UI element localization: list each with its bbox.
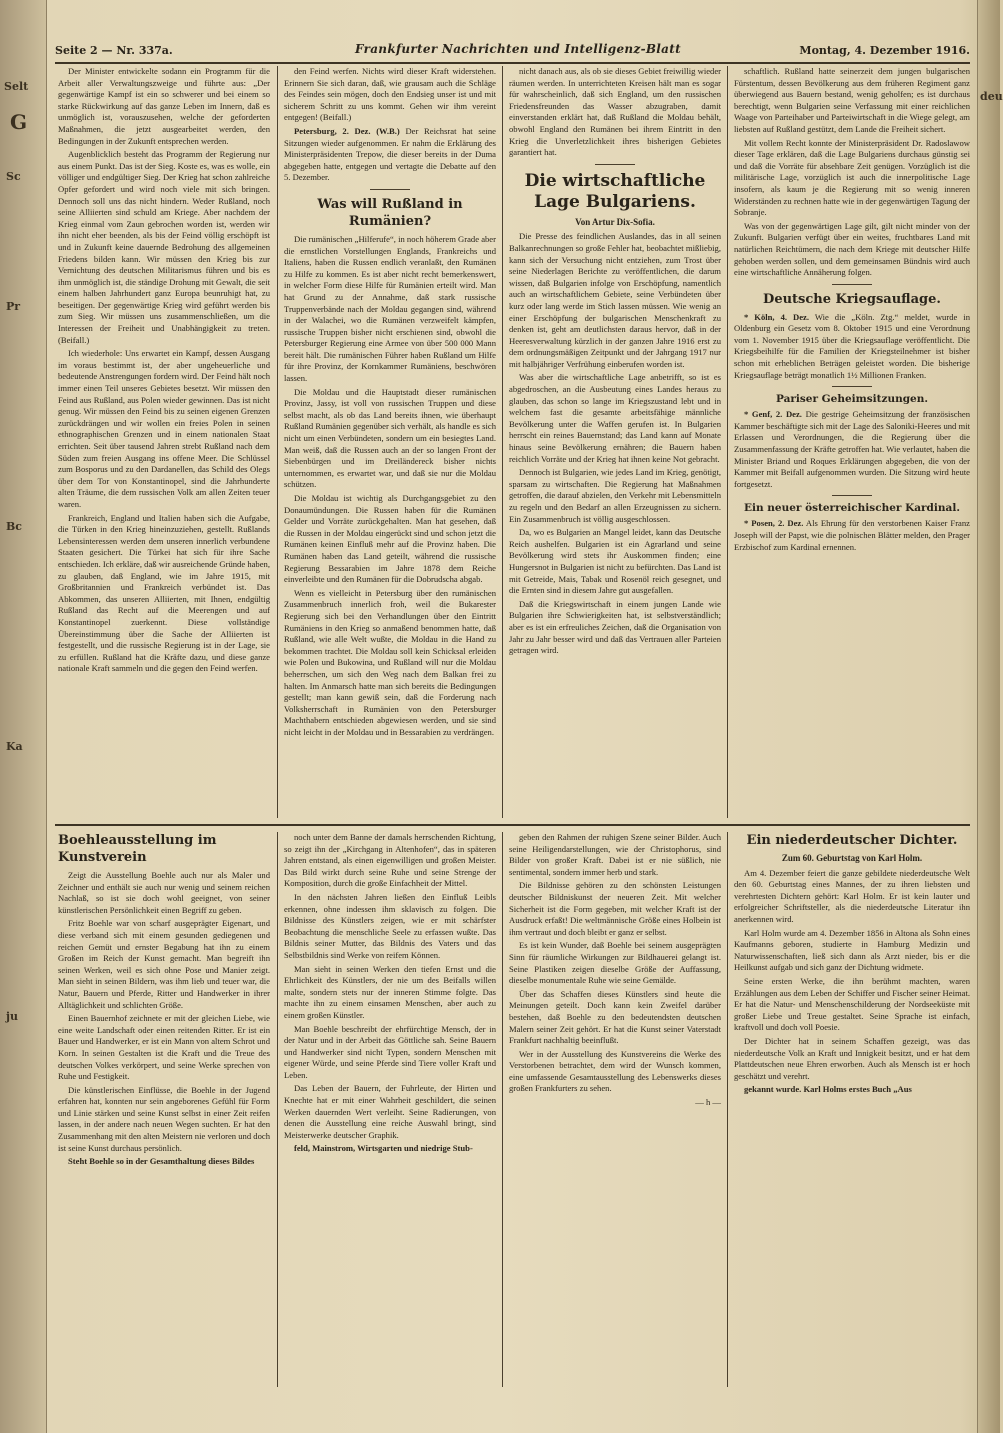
dateline: * Köln, 4. Dez. — [744, 311, 809, 322]
left-fragment: Bc — [6, 520, 22, 533]
paragraph: Karl Holm wurde am 4. Dezember 1856 in Altona als Sohn eines Kaufmanns geboren, studierte in Hamburg Medizin und Naturwissenschaften, ließ sich dann als Arzt nieder, bis er die Heilkunst aufgab und sich ganz der Dichtung widmete. — [734, 927, 970, 973]
column-boehle-1 — [58, 832, 270, 1387]
paragraph: Das Leben der Bauern, der Fuhrleute, der Hirten und Knechte hat er mit einer Wahrheit geschildert, die seinen Werken dauernden Wert verleiht. Seine Radierungen, von denen die Ausstellung eine reiche Auswahl bringt, sind Meisterwerke deutscher Graphik. — [284, 1083, 496, 1140]
left-fragment: Sc — [6, 170, 21, 183]
dateline: * Genf, 2. Dez. — [744, 409, 802, 420]
article-heading: Was will Rußland in Rumänien? — [317, 196, 463, 229]
paragraph: Die künstlerischen Einflüsse, die Boehle in der Jugend erfahren hat, konnten nur sein angeborenes Gefühl für Form und Linie stärken und seine Kunst selbst in einer Zeit reifen lassen, in der andere nach neuen Wegen suchten. Er hat den Zusammenhang mit den alten Meistern nie verloren und doch ist seine Kunst durchaus persönlich. — [58, 1084, 270, 1153]
column-news — [734, 66, 970, 818]
paragraph: Fritz Boehle war von scharf ausgeprägter Eigenart, und diese verband sich mit einem gesunden gediegenen und reichen Gemüt und ernster Begabung hat ihn zu einem Großen im Reich der Kunst gemacht. Man begreift ihn seinen Werken, weil es sich ohne Pose und Manier zeigt. Man sieht in seinen Bildern, was ihm lieb und teuer war, die Natur, Bauern und Pferde, Ritter und Handwerker in ihrer Alltäglichkeit und schlichten Größe. — [58, 918, 270, 1010]
paragraph: Ich wiederhole: Uns erwartet ein Kampf, dessen Ausgang im voraus bestimmt ist, der aber ungeheuerliche und bedeutende Anstrengungen fordern wird. Der Feind hält noch immer einen Teil unseres Gebietes besetzt. Wir müssen den Feind aus Rußland, aus Polen wieder gewinnen. Das ist nicht genug. Wir müssen den Feind bis zu seinen eigenen Grenzen zurückdrängen und wir wollen ein freies Polen in seinen ethnographischen Grenzen und in einem nationalen Staat errichten. Seit über tausend Jahren strebt Rußland nach dem Süden zum freien Ausgang ins offene Meer. Die Schlüssel zum Bosporus und zu den Dardanellen, das Schild des Olegs über dem Tor von Konstantinopel, sind die Jahrhunderte alten Träume, die dem russischen Volk am allen Zeiten teuer waren. — [58, 348, 270, 509]
column-boehle-2 — [284, 832, 496, 1387]
issue-date: Montag, 4. Dezember 1916. — [799, 44, 970, 57]
paragraph: Der Minister entwickelte sodann ein Programm für die Arbeit aller Verwaltungszweige und führte aus: „Der gegenwärtige Kampf ist ein so schwerer und bei einem so starke Rückwirkung auf das ganze Leben im Innern, daß es unmöglich ist, vorauszusehen, welche der geforderten Maßnahmen, die jetzt ausgearbeitet werden, den Bedingungen in der Zukunft entsprechen werden. — [58, 66, 270, 146]
paragraph: Was aber die wirtschaftliche Lage anbetrifft, so ist es abgedroschen, an die Ausbeutung eines Landes heraus zu glauben, das schon so lange im Kriegszustand lebt und in welchem fast die gesamte arbeitsfähige männliche Bevölkerung unter die Waffen gerufen ist. In Bulgarien herrscht ein reines Bauernstand; das Land kann auf Monate hinaus seine Bevölkerung ernähren; die Bauern haben reichlich Vorräte und der Krieg hat ihnen keine Not gebracht. — [509, 372, 721, 464]
left-fragment: Ka — [6, 740, 23, 753]
byline: Von Artur Dix-Sofia. — [575, 216, 655, 227]
paragraph: Steht Boehle so in der Gesamthaltung dieses Bildes — [68, 1156, 255, 1167]
column-boehle-3 — [509, 832, 721, 1387]
byline: Zum 60. Geburtstag von Karl Holm. — [781, 853, 923, 863]
page-number: Seite 2 — Nr. 337a. — [55, 44, 173, 57]
column-rule — [502, 832, 503, 1387]
adjacent-page-right-edge — [977, 0, 1003, 1433]
paragraph — [284, 126, 496, 184]
paragraph-text: Als Ehrung für den verstorbenen Kaiser Franz Joseph will der Papst, wie die polnischen Blätter melden, den Prager Erzbischof zum Kardinal ernennen. — [734, 518, 970, 552]
article-heading: Ein niederdeutscher Dichter. — [746, 833, 958, 848]
paragraph: Daß die Kriegswirtschaft in einem jungen Lande wie Bulgarien ihre Schwierigkeiten hat, ist selbstverständlich; aber es ist ein erfreuliches Zeichen, daß die Organisation von Jahr zu Jahr besser wird und daß das Vertrauen aller Parteien getragen wird. — [509, 598, 721, 656]
dateline: Petersburg, 2. Dez. (W.B.) — [294, 125, 400, 136]
left-fragment: Pr — [6, 300, 21, 313]
paragraph: Zeigt die Ausstellung Boehle auch nur als Maler und Zeichner und enthält sie auch nur wenig und seinem reichen Nachlaß, so ist sie doch wohl geeignet, von seiner künstlerischen Persönlichkeit einen Begriff zu geben. — [58, 870, 270, 915]
paragraph — [734, 312, 970, 382]
paragraph: Wenn es vielleicht in Petersburg über den rumänischen Zusammenbruch innerlich froh, weil die Bukarester Regierung sich bei den Verhandlungen über den Eintritt Rumäniens in den Krieg so anmaßend benommen hatte, daß Rußland, wie alle Welt wußte, die Moldau in die Hand zu bekommen trachtet. Die Moldau soll kein Schicksal erleiden wie Polen und Bukowina, und Rußland will nur die Moldau beherrschen, um sich den Weg nach dem Balkan frei zu halten. Im Anmarsch hatte man sich bereits die Bedingungen gestellt; man kann gewiß sein, daß die Forderung nach Volksherrschaft in Rumänien von den Petersburger Machthabern entschieden abgewiesen werden, und sie sind nicht leicht in der Moldau und in Bessarabien zu verdrängen. — [284, 587, 496, 737]
column-minister-speech — [58, 66, 270, 818]
paragraph: feld, Mainstrom, Wirtsgarten und niedrige Stub- — [294, 1143, 473, 1154]
paragraph-text: Die gestrige Geheimsitzung der französischen Kammer beschäftigte sich mit der Lage des Saloniki-Heeres und mit Erlassen und Verordnungen, die die Regierung über die Zusammenfassung der Kräfte getroffen hat. Wie verlautet, haben die Minister Briand und Roques Erklärungen abgegeben, die von der Kammer mit Beifall aufgenommen wurden. Die Sitzung wird heute fortgesetzt. — [734, 409, 970, 489]
paragraph: Was von der gegenwärtigen Lage gilt, gilt nicht minder von der Zukunft. Bulgarien verfügt über ein weites, fruchtbares Land mit natürlichen Reichtümern, die nach dem Kriege mit deutscher Hilfe gehoben werden sollen, und dem gemeinsamen Bündnis wird auch eine wirtschaftliche Annäherung folgen. — [734, 220, 970, 278]
column-rule — [277, 832, 278, 1387]
author-signature: — h — — [695, 1097, 721, 1108]
paragraph: Man Boehle beschreibt der ehrfürchtige Mensch, der in der Natur und in der Arbeit das Göttliche sah. Seine Bauern und Handwerker sind nicht Typen, sondern Menschen mit eigener Würde, und seine Pferde sind Tiere voller Kraft und Leben. — [284, 1023, 496, 1080]
paragraph: nicht danach aus, als ob sie dieses Gebiet freiwillig wieder räumen werden. In unterrichteten Kreisen hält man es sogar für wahrscheinlich, daß sich England, um den russischen Friedensfreunden das Wasser abzugraben, damit einverstanden erklärt hat, daß Rußland die Moldau behält, obwohl England den Rumänen bei ihrem Eintritt in den Krieg die Unverletzlichkeit ihres bisherigen Gebietes garantiert hat. — [509, 66, 721, 158]
column-holm — [734, 832, 970, 1387]
paragraph: geben den Rahmen der ruhigen Szene seiner Bilder. Auch seine Heiligendarstellungen, wie der Christophorus, sind Bilder von großer Kraft. Dabei ist er nie süßlich, nie sentimental, sondern immer herb und stark. — [509, 832, 721, 877]
column-rule — [727, 66, 728, 818]
paragraph: Man sieht in seinen Werken den tiefen Ernst und die Ehrlichkeit des Künstlers, der nie um des Beifalls willen malte, sondern stets nur der inneren Stimme folgte. Das machte ihn zu einem einsamen Menschen, aber auch zu einem großen Künstler. — [284, 963, 496, 1020]
paragraph: gekannt wurde. Karl Holms erstes Buch „Aus — [744, 1084, 912, 1095]
right-fragment: deu — [980, 90, 1003, 103]
paragraph: Mit vollem Recht konnte der Ministerpräsident Dr. Radoslawow dieser Tage erklären, daß die Lage Bulgariens durchaus günstig sei und daß die Vorräte für absehbare Zeit genügen. Vorzüglich ist die militärische Lage, vorzüglich ist auch die innerpolitische Lage insofern, als kaum je die Regierung mit so wenig inneren Widerständen zu rechnen hatte wie in der gegenwärtigen Tagung der Sobranje. — [734, 137, 970, 218]
column-rule — [502, 66, 503, 818]
paragraph-text: Der Reichsrat hat seine Sitzungen wieder aufgenommen. Er nahm die Erklärung des Ministerpräsidenten Trepow, die dieser bereits in der Duma abgegeben hatte, entgegen und vertagte die Debatte auf den 5. Dezember. — [284, 125, 496, 183]
paragraph: Am 4. Dezember feiert die ganze gebildete niederdeutsche Welt den 60. Geburtstag eines Mannes, der zu ihren liebsten und verehrtesten Dichtern gehört: Karl Holm. Er ist kein lauter und erfolgreicher Schriftsteller, als die niederdeutsche Literatur ihn anerkennen wird. — [734, 867, 970, 924]
article-heading: Boehleausstellung im Kunstverein — [58, 833, 217, 865]
left-fragment: Selt — [4, 80, 29, 93]
paragraph: Der Dichter hat in seinem Schaffen gezeigt, was das niederdeutsche Volk an Kraft und Innigkeit besitzt, und er hat dem Plattdeutschen neue Ehren erworben. Auch als Mensch ist er hoch geschätzt und verehrt. — [734, 1035, 970, 1081]
separator — [832, 386, 872, 387]
adjacent-page-left-edge — [0, 0, 47, 1433]
paragraph: Über das Schaffen dieses Künstlers sind heute die Meinungen geteilt. Doch kann kein Zweifel darüber bestehen, daß Boehle zu den bedeutendsten deutschen Malern seiner Zeit gehört. Er hat die Kunst seiner Vaterstadt Frankfurt nachhaltig beeinflußt. — [509, 988, 721, 1046]
paragraph: Die Moldau und die Hauptstadt dieser rumänischen Provinz, Jassy, ist voll von russischen Truppen und diese selbst macht, als ob das Land bereits ihnen, wie überhaupt Rußland Rumänien gegenüber sich verhält, als handle es sich nicht um einen Verbündeten, sondern um ein besiegtes Land. Man weiß, daß die Russen auch an der so langen Front der Siebenbürgen und im Dreiländereck bisher nichts unternommen, es erwartet war, und daß sie nur die Moldau schützen. — [284, 386, 496, 490]
paragraph: Einen Bauernhof zeichnete er mit der gleichen Liebe, wie eine weite Landschaft oder einen reitenden Ritter. Er ist ein Bauer und Handwerker, er ist ein Mann von altem Schrot und Korn. In seinen Gestalten ist die Kraft und die Treue des deutschen Volkes verkörpert, und seine Werke sprechen von Ruhe und Festigkeit. — [58, 1013, 270, 1082]
paragraph: Es ist kein Wunder, daß Boehle bei seinem ausgeprägten Sinn für räumliche Wirkungen zur Bildhauerei gelangt ist. Seine Plastiken zeigen dieselbe Größe der Auffassung, dieselbe monumentale Ruhe wie seine Gemälde. — [509, 940, 721, 986]
column-rumaenien — [284, 66, 496, 818]
column-rule — [277, 66, 278, 818]
paragraph: Die rumänischen „Hilferufe“, in noch höherem Grade aber die ernstlichen Vorstellungen Englands, Frankreichs und Italiens, haben die Russen endlich veranlaßt, den Rumänen zu Hilfe zu kommen. Es ist aber nicht recht bemerkenswert, in welcher Form diese Hilfe für Rumänien erteilt wird. Man hat Grund zu der Annahme, daß stark russische Truppenverbände nach der Moldau gegangen sind, während in der Walachei, wo die Rumänen verzweifelt kämpfen, russische Truppen bisher nicht erschienen sind, obwohl die Petersburger Regierung eine Armee von über 500 000 Mann bereit hält. Die rumänischen Führer haben Rußland um Hilfe für ihre Provinz, der Kornkammer Rumäniens, beschwören lassen. — [284, 233, 496, 384]
paragraph: Die Moldau ist wichtig als Durchgangsgebiet zu den Donaumündungen. Die Russen haben für die Rumänen Gelder und Vorräte zurückgehalten. Man hat gesehen, daß die Russen in der Moldau eingerückt sind und schon jetzt die Rumänen keinen Einfluß mehr auf die Provinz haben. Die Rumänen haben das Land geteilt, während die russische Regierung Bessarabien im Jahre 1878 dem Reiche einverleibte und den Rumänen für die Dobrudscha abgab. — [284, 493, 496, 585]
separator — [832, 284, 872, 285]
paragraph — [734, 518, 970, 553]
separator — [832, 495, 872, 496]
paragraph: noch unter dem Banne der damals herrschenden Richtung, so zeigt ihn der „Kirchgang in Altenhofen“, das in späteren Jahren entstand, als einen eigenwilligen und großen Meister. Das Bild wirkt durch seine Ruhe und seine Strenge der Komposition, durch die große Einfachheit der Mittel. — [284, 832, 496, 889]
column-rule — [727, 832, 728, 1387]
paragraph: Wer in der Ausstellung des Kunstvereins die Werke des Verstorbenen betrachtet, dem wird der Wunsch kommen, eine umfassende Gesamtausstellung des Lebenswerks dieses großen Frankfurters zu sehen. — [509, 1048, 721, 1094]
paragraph: Die Presse des feindlichen Auslandes, das in all seinen Balkanrechnungen so große Fehler hat, beobachtet mißliebig, kann sich der Versuchung nicht entziehen, zum Trost über seine Niederlagen Berichte zu veröffentlichen, die darum wissen, daß Bulgarien infolge von Erschöpfung, namentlich auch an wirtschaftlichem Gebiete, seine Verbündeten über kurz oder lang werde im Stich lassen müssen. Wie wenig an einer Erschöpfung der bulgarischen Menschenkraft zu denken ist, geht am deutlichsten daraus hervor, daß in der Heeresverwaltung kürzlich in der ganzen Jahre 1916 erst zu dem ordnungsmäßigen Zeitpunkt und der Jahrgang 1917 nur mit halbjähriger Verfrühung einberufen worden ist. — [509, 231, 721, 369]
paragraph: Frankreich, England und Italien haben sich die Aufgabe, die Türken in den Krieg hineinzuziehen, gestellt. Rußlands Lebensinteressen werden dem unseren innerlich verbundene Staaten gesichert. Die Türkei hat sich für ihre Sache entschieden. Ich erkläre, daß wir ausreichende Gründe haben, zu glauben, daß England, wie im Jahre 1915, mit Großbritannien und Frankreich verbündet ist. Das Abkommen, das unseren Alliierten, mit Ihnen, endgültig Rußland das Recht auf die Meerengen und auf Konstantinopel zuerkennt. Diese vollständige Übereinstimmung über die Sache der Alliierten ist festgestellt, und die russische Regierung ist in der Lage, sie zu erfüllen. Rußland hat die Kräfte dazu, und diese ganze nationale Kraft sammeln und die gegen den Feind werfen. — [58, 512, 270, 674]
column-bulgarien — [509, 66, 721, 818]
dateline: * Posen, 2. Dez. — [744, 518, 804, 529]
paragraph: den Feind werfen. Nichts wird dieser Kraft widerstehen. Erinnern Sie sich daran, daß, wie grausam auch die Schläge des Feindes sein mögen, doch den Endsieg unser ist und mit sicherem Schritt zu uns kommt. Gehen wir ihm vereint entgegen! (Beifall.) — [284, 66, 496, 123]
article-heading: Ein neuer österreichischer Kardinal. — [744, 502, 960, 515]
separator — [595, 164, 635, 165]
separator — [370, 189, 410, 190]
left-fragment: ju — [6, 1010, 18, 1023]
paragraph: schaftlich. Rußland hatte seinerzeit dem jungen bulgarischen Fürstentum, dessen Bevölkerung aus dem früheren Regiment ganz überwiegend aus Bauern bestand, wenig geholfen; es ist durchaus berechtigt, wenn Bulgarien seine Verfassung mit einer reichlichen Waage von Parteihaber und Parteiwirtschaft in die Wiege gelegt, am liebsten auf Rußland gestützt, dem Lande die Freiheit sichert. — [734, 66, 970, 134]
left-fragment: G — [10, 110, 28, 134]
article-heading: Deutsche Kriegsauflage. — [763, 291, 941, 307]
paragraph: Seine ersten Werke, die ihn berühmt machten, waren Erzählungen aus dem Leben der Schiffer und Fischer seiner Heimat. Er hat die Natur- und Menschenschilderung der Nordseeküste mit großer Liebe und Treue gestaltet. Seine Sprache ist einfach, kraftvoll und doch voll Poesie. — [734, 975, 970, 1033]
article-heading: Die wirtschaftliche Lage Bulgariens. — [524, 170, 706, 212]
paragraph: Da, wo es Bulgarien an Mangel leidet, kann das Deutsche Reich aushelfen. Bulgarien ist ein Agrarland und seine Bevölkerung wird stets ihr Auskommen finden; eine Hungersnot in Bulgarien ist nicht zu befürchten. Das Land ist mit Getreide, Mais, Tabak und Rosenöl reich gesegnet, und die Ernten sind in diesem Jahre gut ausgefallen. — [509, 527, 721, 596]
paragraph: In den nächsten Jahren ließen den Einfluß Leibls erkennen, ohne indessen ihm sklavisch zu folgen. Die Bildnisse des Künstlers zeigen, wie er mit schärfster Beobachtung die menschliche Seele zu erfassen wußte. Das Bildnis seiner Mutter, das Bildnis des Vaters und das Selbstbildnis sind Werke von reifem Können. — [284, 891, 496, 960]
paragraph: Augenblicklich besteht das Programm der Regierung nur aus einem Punkt. Das ist der Sieg. Koste es, was es wolle, ein völliger und endgültiger Sieg. Der Krieg hat schon zahlreiche Opfer gefordert und wird noch viele mit sich bringen. Dennoch soll uns das nicht hindern. Weder Rußland, noch seine Alliierten sind schuld am Kriege. Aber nachdem der Krieg einmal vom Zaun gebrochen worden ist, werden wir ihn nicht eher beenden, als bis der Feind völlig erschöpft ist und in Zukunft keine dauernde Bedrohung des allgemeinen Friedens bilden kann. Wir müssen den Krieg bis zur Vernichtung des deutschen Militarismus führen und bis es ihm unmöglich ist, die ständige Drohung mit Gewalt, die seit einem halben Jahrhundert ganz Europa beunruhigt hat, zu beseitigen. Der gegenwärtige Krieg wird geführt werden bis zum Sieg. Wir müssen uns zusammenschließen, um die Interessen der Freiheit und Unabhängigkeit zu treten. (Beifall.) — [58, 149, 270, 345]
paragraph: Dennoch ist Bulgarien, wie jedes Land im Krieg, genötigt, sparsam zu wirtschaften. Die Regierung hat Maßnahmen getroffen, die darauf abzielen, den Verkehr mit Lebensmitteln zu regeln und den Bedarf an allen Erzeugnissen zu sichern. Ein Zusammenbruch ist völlig ausgeschlossen. — [509, 467, 721, 524]
paragraph-text: Wie die „Köln. Ztg.“ meldet, wurde in Oldenburg ein Gesetz vom 8. Oktober 1915 und eine Verordnung vom 1. November 1915 über die Kriegsauflage veröffentlicht. Die Kriegsbeihilfe für die Familien der Kriegsteilnehmer ist bisher schon mit erheblichen Beträgen geleistet worden. Die bisherige Kriegsauflage beträgt monatlich 1½ Millionen Franken. — [734, 311, 970, 380]
article-heading: Pariser Geheimsitzungen. — [775, 393, 929, 406]
section-divider — [55, 824, 970, 826]
paragraph: Die Bildnisse gehören zu den schönsten Leistungen deutscher Bildniskunst der neueren Zeit. Mit welcher Sicherheit ist die Form gegeben, mit welcher Kraft ist der Ausdruck erfaßt! Die weltmännische Größe eines Holbein ist ihm vertraut und doch bleibt er ganz er selbst. — [509, 880, 721, 937]
paragraph — [734, 409, 970, 490]
newspaper-title: Frankfurter Nachrichten und Intelligenz-Blatt — [355, 42, 681, 56]
page-header — [55, 40, 970, 64]
